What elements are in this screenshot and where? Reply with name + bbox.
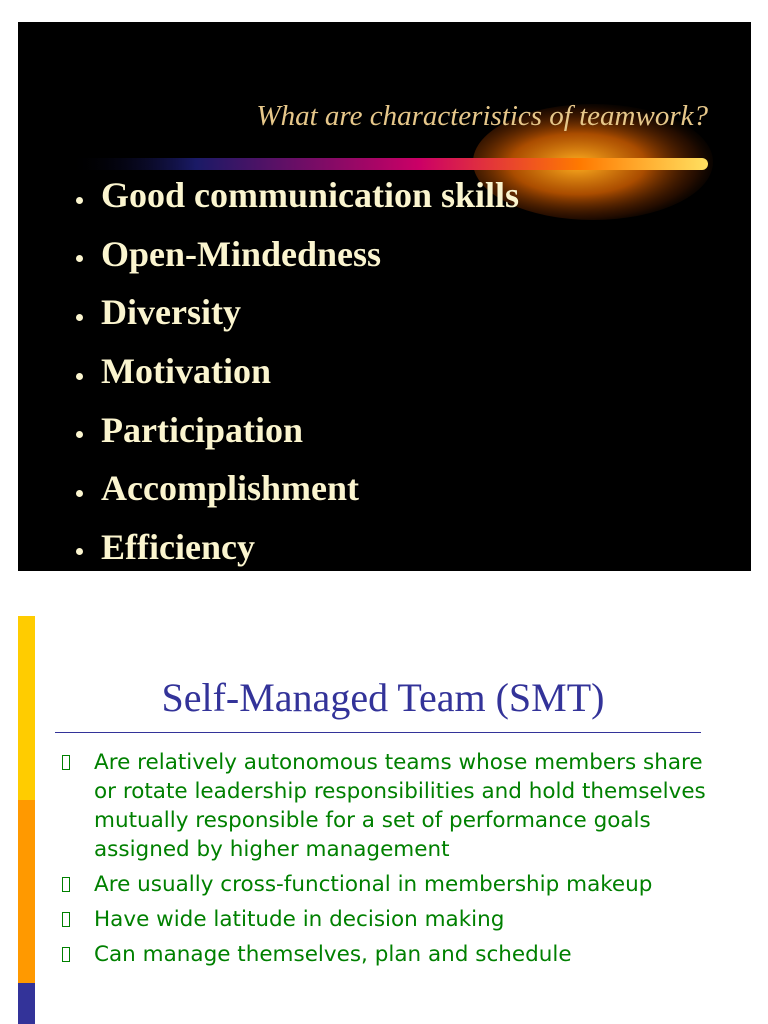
bullet-box-icon [62, 912, 70, 927]
list-item [76, 459, 519, 518]
slide-title: What are characteristics of teamwork? [256, 100, 708, 132]
slide-teamwork-characteristics [18, 22, 751, 571]
accent-bar-yellow [18, 616, 35, 800]
characteristics-list [76, 166, 519, 571]
bullet-dot-icon [76, 431, 83, 438]
accent-bar-navy [18, 983, 35, 1024]
list-item [62, 940, 722, 969]
list-item [76, 400, 519, 459]
bullet-dot-icon [76, 197, 83, 204]
list-item [76, 283, 519, 342]
bullet-box-icon [62, 947, 70, 962]
list-item-label: Have wide latitude in decision making [94, 907, 505, 932]
list-item [62, 748, 722, 864]
accent-bar-orange [18, 800, 35, 983]
list-item-label: Can manage themselves, plan and schedule [94, 942, 572, 967]
list-item [76, 342, 519, 401]
list-item-label: Participation [101, 409, 303, 450]
smt-bullet-list [62, 748, 722, 975]
bullet-dot-icon [76, 255, 83, 262]
bullet-box-icon [62, 877, 70, 892]
list-item [76, 518, 519, 571]
bullet-box-icon [62, 755, 70, 770]
list-item-label: Good communication skills [101, 175, 520, 216]
list-item-label: Motivation [101, 351, 271, 392]
slide-title: Self-Managed Team (SMT) [161, 675, 605, 720]
title-divider [55, 732, 701, 733]
list-item-label: Diversity [101, 292, 241, 333]
list-item-label: Are relatively autonomous teams whose members share or rotate leadership responsibilities and hold themselves mutually responsible for a set of performance goals assigned by higher management [94, 750, 706, 862]
bullet-dot-icon [76, 373, 83, 380]
list-item-label: Are usually cross-functional in membership makeup [94, 872, 653, 897]
list-item [76, 166, 519, 225]
list-item-label: Open-Mindedness [101, 233, 382, 274]
bullet-dot-icon [76, 548, 83, 555]
list-item [76, 225, 519, 284]
bullet-dot-icon [76, 490, 83, 497]
list-item-label: Efficiency [101, 526, 255, 567]
list-item [62, 905, 722, 934]
bullet-dot-icon [76, 314, 83, 321]
list-item [62, 870, 722, 899]
slide-self-managed-team [18, 616, 751, 1024]
list-item-label: Accomplishment [101, 468, 359, 509]
